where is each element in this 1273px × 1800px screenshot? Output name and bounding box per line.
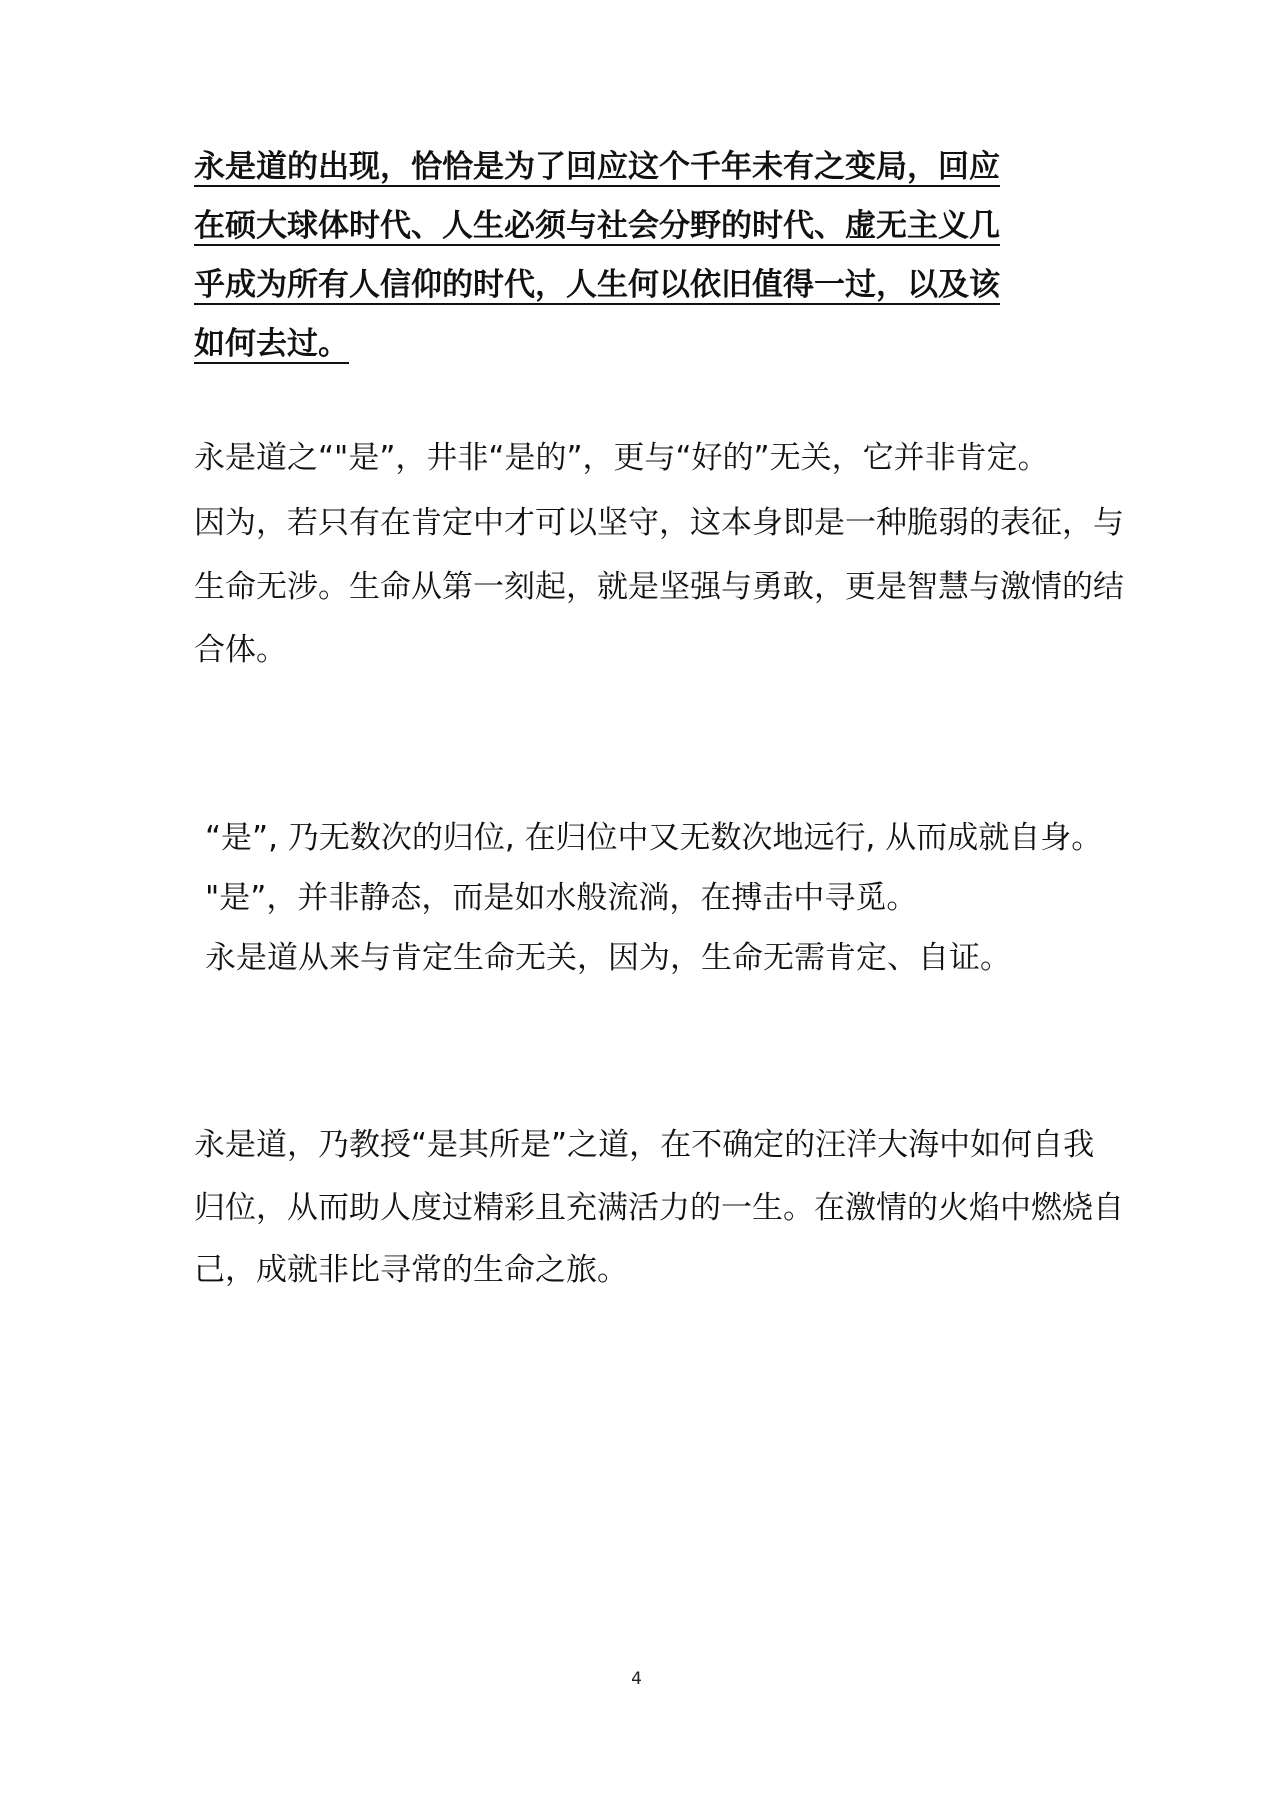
paragraph-line: “是”, 乃无数次的归位, 在归位中又无数次地远行, 从而成就自身。	[205, 820, 1103, 856]
page-number: 4	[631, 1669, 642, 1689]
paragraph-line: 合体。	[194, 632, 287, 668]
paragraph-line: 归位，从而助人度过精彩且充满活力的一生。在激情的火焰中燃烧自	[194, 1190, 1124, 1226]
paragraph-line: 因为，若只有在肯定中才可以坚守，这本身即是一种脆弱的表征，与	[194, 505, 1124, 541]
paragraph-line: 永是道，乃教授“是其所是”之道，在不确定的汪洋大海中如何自我	[194, 1127, 1095, 1163]
paragraph-line: 永是道从来与肯定生命无关，因为，生命无需肯定、自证。	[205, 940, 1011, 976]
paragraph-line: 乎成为所有人信仰的时代，人生何以依旧值得一过，以及该	[194, 267, 1000, 303]
paragraph-line: 永是道之“"是”，井非“是的”，更与“好的”无关，它并非肯定。	[194, 440, 1049, 476]
paragraph-line: 生命无涉。生命从第一刻起，就是坚强与勇敢，更是智慧与激情的结	[194, 569, 1124, 605]
paragraph-line: 如何去过。	[194, 326, 349, 362]
paragraph-line: 己，成就非比寻常的生命之旅。	[194, 1252, 628, 1288]
paragraph-line: "是”，并非静态，而是如水般流淌，在搏击中寻觅。	[205, 880, 918, 916]
paragraph-line: 在硕大球体时代、人生必须与社会分野的时代、虚无主义几	[194, 208, 1000, 244]
paragraph-line: 永是道的出现，恰恰是为了回应这个千年未有之变局，回应	[194, 149, 1000, 185]
